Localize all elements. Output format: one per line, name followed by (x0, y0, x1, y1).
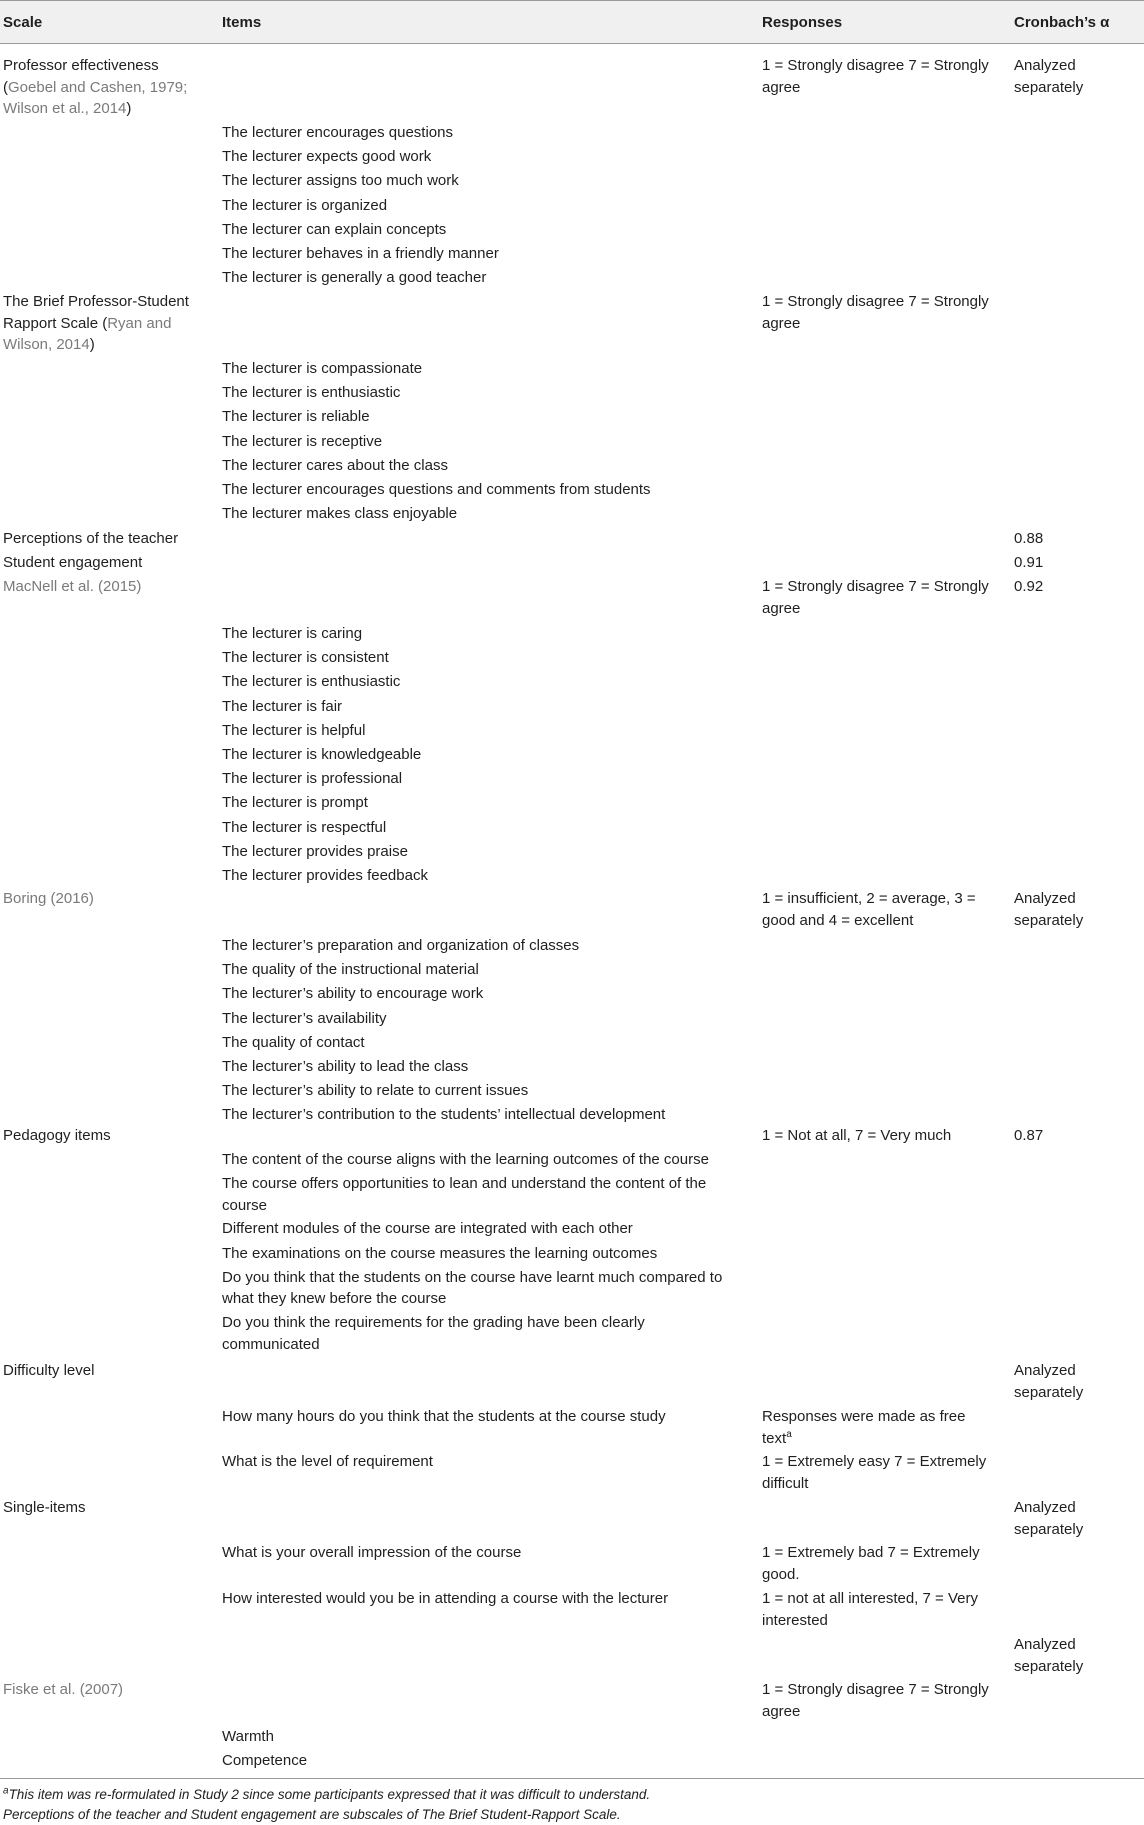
alpha-difficulty: Analyzed separately (1014, 1362, 1084, 1401)
table-header-row (0, 0, 1144, 44)
header-items: Items (222, 14, 262, 31)
response-rapport: 1 = Strongly disagree 7 = Strongly agree (762, 293, 989, 332)
scale-single-items: Single-items (3, 1499, 86, 1516)
list-item: The course offers opportunities to lean and understand the content of the course (222, 1175, 707, 1214)
alpha-fiske: Analyzed separately (1014, 1636, 1084, 1675)
list-item: The lecturer provides feedback (222, 867, 428, 884)
response-difficulty-level: 1 = Extremely easy 7 = Extremely difficult (762, 1453, 987, 1492)
alpha-boring: Analyzed separately (1014, 890, 1084, 929)
citation-link[interactable]: Ryan and Wilson, 2014 (3, 314, 172, 353)
response-fiske: 1 = Strongly disagree 7 = Strongly agree (762, 1681, 989, 1720)
list-item: The lecturer makes class enjoyable (222, 505, 458, 523)
list-item: Different modules of the course are integrated with each other (222, 1220, 633, 1238)
response-boring: 1 = insufficient, 2 = average, 3 = good and 4 = excellent (762, 890, 976, 929)
list-item: What is your overall impression of the course (222, 1544, 522, 1561)
list-item: The lecturer’s availability (222, 1009, 387, 1027)
list-item: Warmth (222, 1728, 274, 1745)
citation-link[interactable]: Goebel and Cashen, 1979; Wilson et al., 2014 (3, 78, 188, 117)
list-item: The lecturer’s ability to encourage work (222, 985, 484, 1003)
scale-boring[interactable]: Boring (2016) (3, 890, 94, 907)
list-item: The lecturer is organized (222, 196, 388, 214)
list-item: The quality of contact (222, 1033, 365, 1051)
list-item: The lecturer encourages questions (222, 124, 453, 141)
response-overall-impression: 1 = Extremely bad 7 = Extremely good. (762, 1544, 980, 1583)
scale-difficulty: Difficulty level (3, 1362, 95, 1379)
list-item: The lecturer behaves in a friendly manner (222, 245, 499, 262)
scale-engagement: Student engagement (3, 554, 143, 571)
list-item: The lecturer is receptive (222, 432, 383, 450)
header-alpha: Cronbach’s α (1014, 14, 1110, 31)
alpha-single-items: Analyzed separately (1014, 1499, 1084, 1538)
scale-rapport: The Brief Professor-Student Rapport Scale (Ryan and Wilson, 2014) (3, 293, 189, 353)
list-item: The lecturer is respectful (222, 818, 387, 836)
alpha-engagement: 0.91 (1014, 554, 1044, 571)
list-item: The lecturer’s contribution to the students’ intellectual development (222, 1106, 666, 1124)
list-item: The lecturer’s ability to relate to current issues (222, 1082, 529, 1100)
list-item: The lecturer is enthusiastic (222, 673, 401, 691)
table-bottom-rule (0, 1778, 1144, 1779)
alpha-pedagogy: 0.87 (1014, 1127, 1044, 1144)
list-item: Do you think the requirements for the grading have been clearly communicated (222, 1314, 645, 1353)
list-item: The content of the course aligns with the learning outcomes of the course (222, 1151, 709, 1168)
list-item: The lecturer expects good work (222, 148, 432, 166)
footnote-subscales: Perceptions of the teacher and Student engagement are subscales of The Brief Student-Rapport Scale. (3, 1807, 621, 1822)
list-item: The lecturer is generally a good teacher (222, 269, 487, 287)
header-scale: Scale (3, 14, 43, 31)
list-item: The lecturer is enthusiastic (222, 384, 401, 402)
list-item: The lecturer is reliable (222, 408, 370, 426)
scale-professor-effectiveness: Professor effectiveness (Goebel and Cashen, 1979; Wilson et al., 2014) (3, 57, 188, 117)
list-item: The lecturer encourages questions and comments from students (222, 481, 651, 498)
response-interest: 1 = not at all interested, 7 = Very interested (762, 1590, 978, 1629)
list-item: Competence (222, 1752, 308, 1770)
list-item: The lecturer assigns too much work (222, 172, 459, 190)
alpha-professor-effectiveness: Analyzed separately (1014, 57, 1084, 96)
footnote-a: $^a$This item was re-formulated in Study 2 since some participants expressed that it was difficult to understand. (3, 1785, 651, 1802)
list-item: The lecturer is fair (222, 697, 343, 715)
response-difficulty-hours: Responses were made as free text$^a$ (762, 1408, 966, 1447)
list-item: The lecturer’s ability to lead the class (222, 1058, 469, 1075)
response-pedagogy: 1 = Not at all, 7 = Very much (762, 1127, 952, 1144)
scale-perceptions: Perceptions of the teacher (3, 530, 179, 547)
alpha-perceptions: 0.88 (1014, 530, 1044, 547)
list-item: The lecturer is helpful (222, 721, 366, 739)
list-item: The lecturer is caring (222, 625, 363, 642)
response-macnell: 1 = Strongly disagree 7 = Strongly agree (762, 578, 989, 617)
list-item: The quality of the instructional material (222, 961, 479, 979)
list-item: Do you think that the students on the course have learnt much compared to what they knew before the course (222, 1268, 723, 1308)
list-item: The lecturer can explain concepts (222, 220, 447, 238)
list-item: The examinations on the course measures the learning outcomes (222, 1244, 658, 1262)
list-item: The lecturer is compassionate (222, 360, 423, 377)
alpha-macnell: 0.92 (1014, 578, 1044, 595)
list-item: The lecturer provides praise (222, 842, 408, 860)
header-responses: Responses (762, 14, 843, 31)
list-item: The lecturer is prompt (222, 794, 368, 812)
list-item: How many hours do you think that the students at the course study (222, 1408, 666, 1425)
list-item: The lecturer is professional (222, 770, 403, 788)
list-item: The lecturer’s preparation and organization of classes (222, 937, 580, 954)
list-item: What is the level of requirement (222, 1453, 433, 1470)
scale-macnell[interactable]: MacNell et al. (2015) (3, 578, 142, 595)
list-item: The lecturer is consistent (222, 649, 389, 667)
scale-pedagogy: Pedagogy items (3, 1127, 111, 1144)
list-item: How interested would you be in attending a course with the lecturer (222, 1590, 669, 1607)
response-professor-effectiveness: 1 = Strongly disagree 7 = Strongly agree (762, 57, 989, 96)
scale-fiske[interactable]: Fiske et al. (2007) (3, 1681, 124, 1698)
list-item: The lecturer is knowledgeable (222, 746, 422, 763)
list-item: The lecturer cares about the class (222, 456, 448, 474)
